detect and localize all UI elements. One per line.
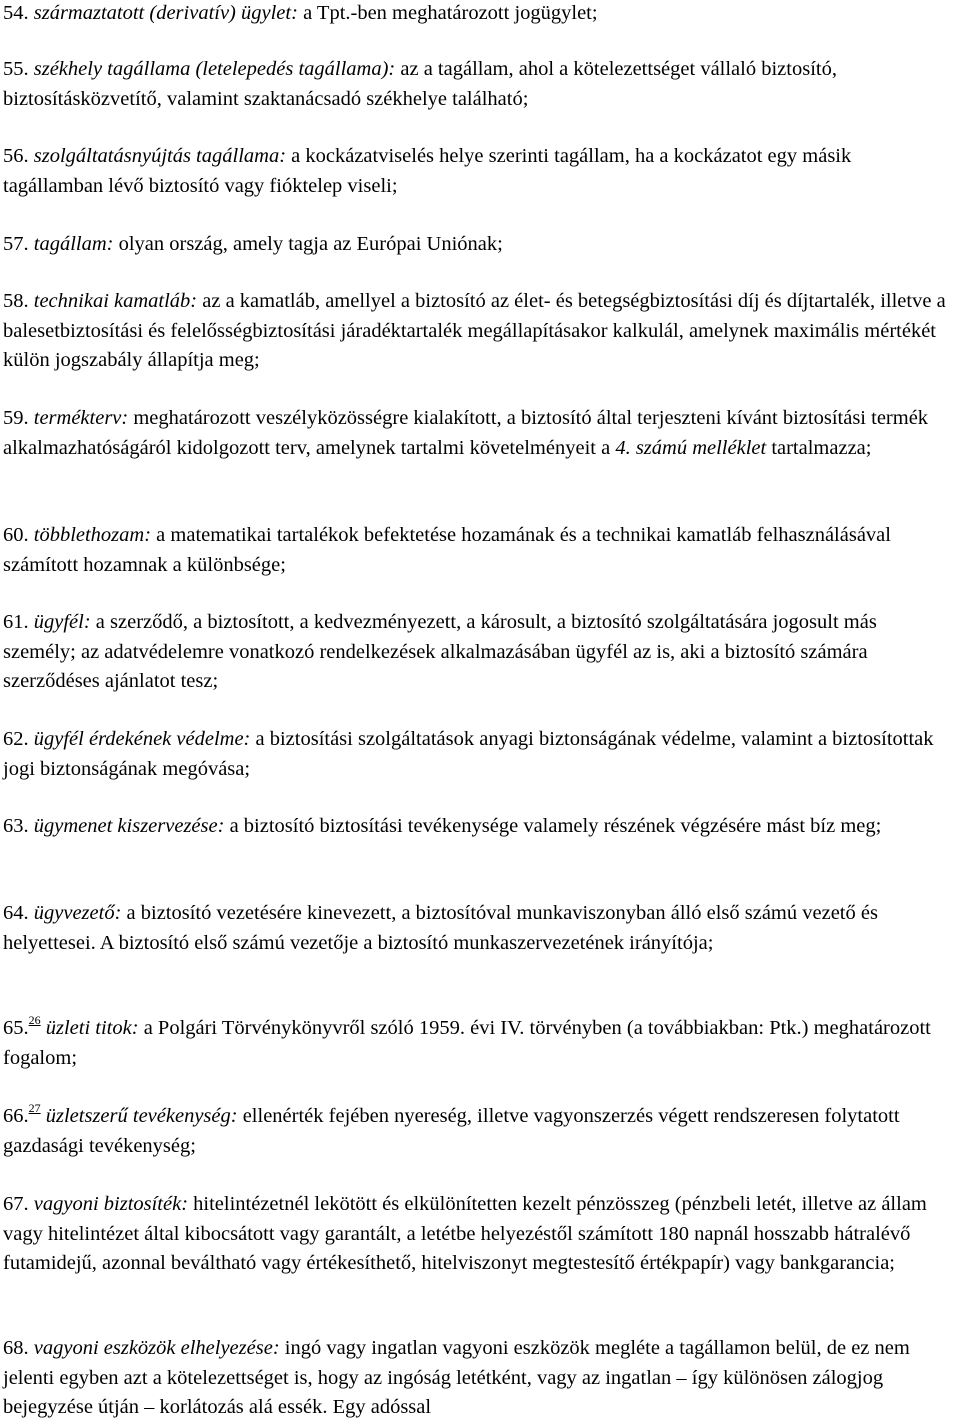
definition-66: [3, 1102, 953, 1161]
annex-reference: 4. számú melléklet: [615, 436, 767, 459]
defined-term: vagyoni biztosíték:: [33, 1193, 189, 1215]
defined-term: szolgáltatásnyújtás tagállama:: [33, 145, 287, 167]
definition-text-after: tartalmazza;: [766, 436, 872, 459]
item-number: 65.: [3, 1017, 29, 1039]
defined-term: többlethozam:: [33, 524, 152, 546]
item-number: 66.: [3, 1105, 29, 1127]
definition-55: [3, 55, 953, 114]
definition-text: olyan ország, amely tagja az Európai Uniónak;: [113, 233, 503, 255]
definition-text: hitelintézetnél lekötött és elkülönítetten kezelt pénzösszeg (pénzbeli letét, illetve az állam vagy hitelintézet által kibocsátott vagy garantált, a letétbe helyezéstől számított 180 napnál hosszabb hátralévő futamidejű, azonnal beváltható vagy értékesíthető, hitelviszonyt megtestesítő értékpapír) vagy bankgarancia;: [3, 1193, 927, 1274]
definition-text: meghatározott veszélyközösségre kialakított, a biztosító által terjeszteni kívánt biztosítási termék alkalmazhatóságáról kidolgozott terv, amelynek tartalmi követelményeit a: [3, 407, 929, 459]
definition-67: [3, 1190, 953, 1279]
definition-text: a Polgári Törvénykönyvről szóló 1959. évi IV. törvényben (a továbbiakban: Ptk.) meghatározott fogalom;: [3, 1017, 931, 1069]
item-number: 64.: [3, 902, 29, 924]
definition-60: [3, 521, 953, 580]
definition-text: a biztosító vezetésére kinevezett, a biztosítóval munkaviszonyban álló első számú vezető és helyettesei. A biztosító első számú vezetője a biztosító munkaszervezetének irányítója;: [3, 902, 878, 954]
definition-text: ingó vagy ingatlan vagyoni eszközök megléte a tagállamon belül, de ez nem jelenti egyben azt a kötelezettséget is, hogy az ingóság letétként, vagy az ingatlan – így különösen zálogjog bejegyzése útján – korlátozás alá essék. Egy adóssal: [3, 1337, 910, 1418]
defined-term: üzleti titok:: [45, 1017, 139, 1039]
defined-term: technikai kamatláb:: [33, 290, 198, 312]
defined-term: ügyfél:: [33, 611, 91, 633]
definition-63: [3, 812, 953, 842]
footnote-link-27[interactable]: 27: [28, 1101, 41, 1115]
definition-text: az a kamatláb, amellyel a biztosító az élet- és betegségbiztosítási díj és díjtartalék, illetve a balesetbiztosítási és felelősségbiztosítási járadéktartalék megállapításakor kalkulál, amelynek maximális mértékét külön jogszabály állapítja meg;: [3, 290, 946, 371]
item-number: 56.: [3, 145, 29, 167]
definition-56: [3, 142, 953, 201]
definition-text: az a tagállam, ahol a kötelezettséget vállaló biztosító, biztosításközvetítő, valamint szaktanácsadó székhelye található;: [3, 58, 837, 110]
defined-term: származtatott (derivatív) ügylet:: [33, 2, 298, 24]
definition-64: [3, 899, 953, 958]
item-number: 67.: [3, 1193, 29, 1215]
definition-62: [3, 725, 953, 784]
definition-54: [3, 0, 953, 29]
defined-term: tagállam:: [33, 233, 114, 255]
definition-61: [3, 608, 953, 697]
defined-term: ügyvezető:: [33, 902, 122, 924]
definition-text: a biztosítási szolgáltatások anyagi biztonságának védelme, valamint a biztosítottak jogi biztonságának megóvása;: [3, 728, 934, 780]
defined-term: üzletszerű tevékenység:: [45, 1105, 238, 1127]
definition-text: a biztosító biztosítási tevékenysége valamely részének végzésére mást bíz meg;: [224, 815, 882, 837]
defined-term: termékterv:: [33, 407, 129, 429]
item-number: 62.: [3, 728, 29, 750]
item-number: 59.: [3, 407, 29, 429]
definition-59: [3, 404, 953, 463]
item-number: 54.: [3, 2, 29, 24]
item-number: 57.: [3, 233, 29, 255]
item-number: 58.: [3, 290, 29, 312]
defined-term: székhely tagállama (letelepedés tagállama):: [33, 58, 396, 80]
footnote-link-26[interactable]: 26: [28, 1013, 41, 1027]
definition-57: [3, 230, 953, 260]
item-number: 55.: [3, 58, 29, 80]
definition-65: [3, 1014, 953, 1073]
definition-text: a matematikai tartalékok befektetése hozamának és a technikai kamatláb felhasználásával számított hozamnak a különbsége;: [3, 524, 891, 576]
definition-text: a kockázatviselés helye szerinti tagállam, ha a kockázatot egy másik tagállamban lévő biztosító vagy fióktelep viseli;: [3, 145, 852, 197]
item-number: 63.: [3, 815, 29, 837]
item-number: 61.: [3, 611, 29, 633]
definition-58: [3, 287, 953, 376]
definition-text: a Tpt.-ben meghatározott jogügylet;: [297, 2, 598, 24]
defined-term: ügymenet kiszervezése:: [33, 815, 225, 837]
defined-term: ügyfél érdekének védelme:: [33, 728, 251, 750]
item-number: 60.: [3, 524, 29, 546]
item-number: 68.: [3, 1337, 29, 1359]
definition-text: ellenérték fejében nyereség, illetve vagyonszerzés végett rendszeresen folytatott gazdasági tevékenység;: [3, 1105, 900, 1157]
definition-text: a szerződő, a biztosított, a kedvezményezett, a károsult, a biztosító szolgáltatására jogosult más személy; az adatvédelemre vonatkozó rendelkezések alkalmazásában ügyfél az is, aki a biztosító számára szerződéses ajánlatot tesz;: [3, 611, 877, 692]
definition-68: [3, 1334, 953, 1423]
defined-term: vagyoni eszközök elhelyezése:: [33, 1337, 280, 1359]
